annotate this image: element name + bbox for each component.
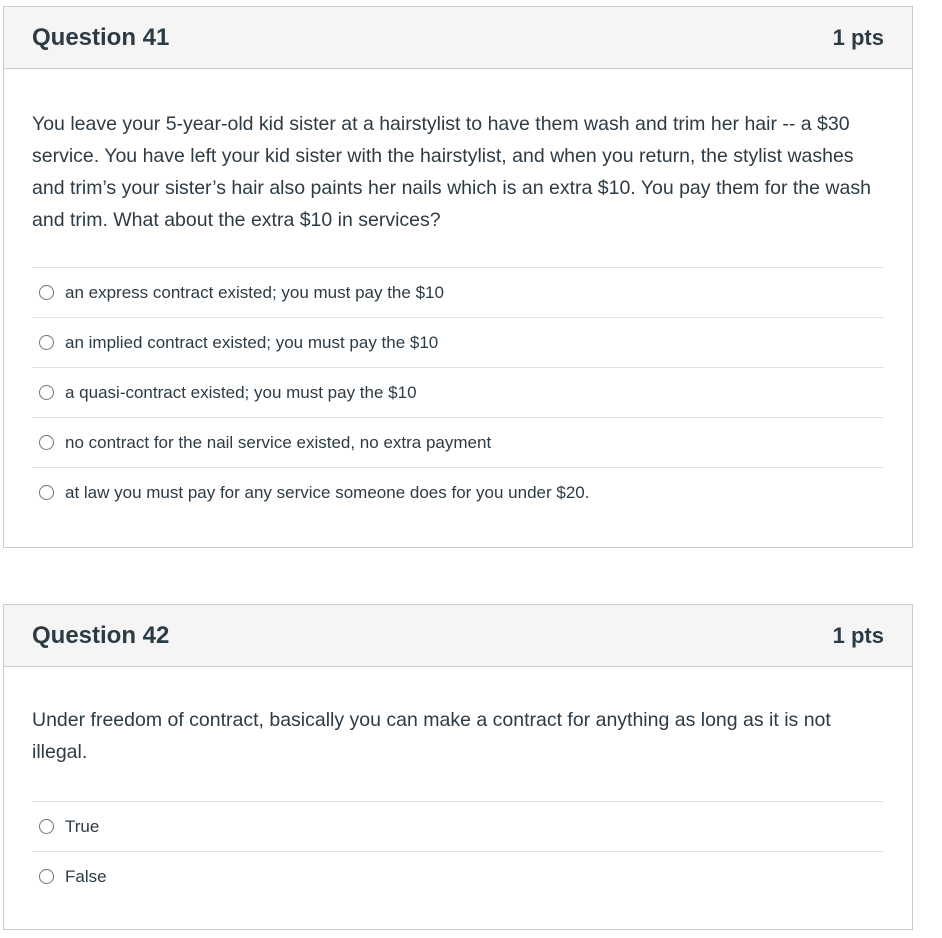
answer-option[interactable] xyxy=(32,801,884,851)
question-title: Question 42 xyxy=(32,621,170,649)
question-42 xyxy=(3,604,913,930)
question-title: Question 41 xyxy=(32,23,170,51)
answer-label[interactable]: a quasi-contract existed; you must pay the $10 xyxy=(65,382,417,402)
radio-button[interactable] xyxy=(39,819,54,834)
answer-list xyxy=(32,801,884,901)
radio-button[interactable] xyxy=(39,335,54,350)
question-text: Under freedom of contract, basically you can make a contract for anything as long as it is not illegal. xyxy=(32,709,831,763)
answer-option[interactable] xyxy=(32,267,884,317)
question-header xyxy=(4,7,912,69)
answer-option[interactable] xyxy=(32,417,884,467)
question-header xyxy=(4,605,912,667)
answer-list xyxy=(32,267,884,517)
answer-option[interactable] xyxy=(32,851,884,901)
question-points: 1 pts xyxy=(832,622,884,648)
answer-label[interactable]: an express contract existed; you must pay the $10 xyxy=(65,282,444,302)
radio-button[interactable] xyxy=(39,285,54,300)
radio-button[interactable] xyxy=(39,485,54,500)
answer-option[interactable] xyxy=(32,367,884,417)
answer-label[interactable]: no contract for the nail service existed, no extra payment xyxy=(65,432,492,452)
radio-button[interactable] xyxy=(39,869,54,884)
answer-option[interactable] xyxy=(32,467,884,517)
radio-button[interactable] xyxy=(39,435,54,450)
question-41 xyxy=(3,6,913,548)
answer-label[interactable]: at law you must pay for any service someone does for you under $20. xyxy=(65,482,590,502)
answer-option[interactable] xyxy=(32,317,884,367)
radio-button[interactable] xyxy=(39,385,54,400)
question-points: 1 pts xyxy=(832,24,884,50)
answer-label[interactable]: False xyxy=(65,866,107,886)
answer-label[interactable]: an implied contract existed; you must pay the $10 xyxy=(65,332,439,352)
answer-label[interactable]: True xyxy=(65,816,100,836)
question-text: You leave your 5-year-old kid sister at a hairstylist to have them wash and trim her hair -- a $30 service. You have left your kid sister with the hairstylist, and when you return, the stylist washes and trim’s your sister’s hair also paints her nails which is an extra $10. You pay them for the wash and trim. What about the extra $10 in services? xyxy=(32,113,871,231)
